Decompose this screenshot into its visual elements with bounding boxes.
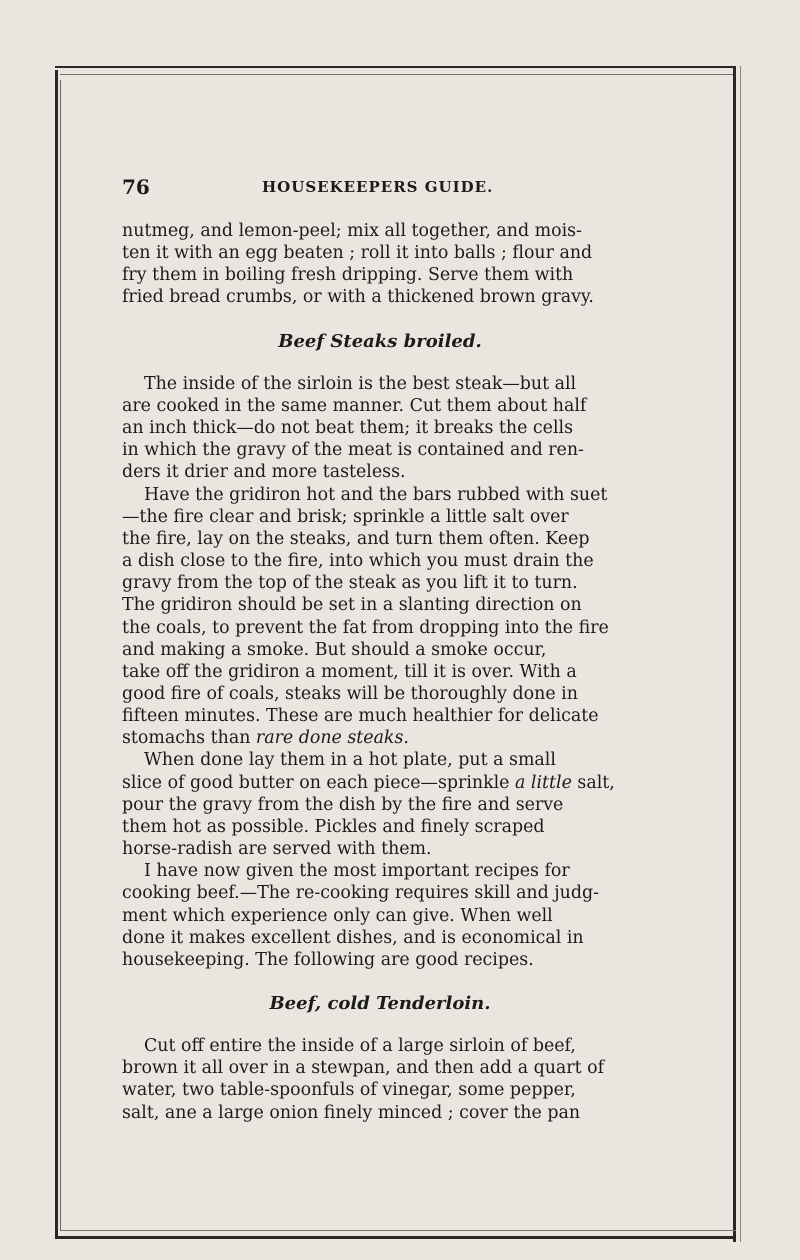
text-line: fifteen minutes. These are much healthier for delicate bbox=[122, 706, 599, 727]
text-line: gravy from the top of the steak as you lift it to turn. bbox=[122, 573, 578, 594]
text-line: The inside of the sirloin is the best steak—but all bbox=[144, 373, 577, 394]
italic-text: rare done steaks. bbox=[255, 728, 409, 749]
page-border-top bbox=[55, 66, 736, 68]
text-line: nutmeg, and lemon-peel; mix all together, and mois- bbox=[122, 221, 582, 241]
text-line: Have the gridiron hot and the bars rubbed with suet bbox=[144, 484, 608, 505]
paragraph-6 bbox=[122, 1035, 638, 1124]
paragraph-2 bbox=[122, 373, 638, 484]
text-line: horse-radish are served with them. bbox=[122, 839, 432, 860]
text-line: ders it drier and more tasteless. bbox=[122, 462, 406, 483]
text-fragment: slice of good butter on each piece—sprinkle bbox=[122, 772, 516, 793]
text-line bbox=[122, 772, 638, 794]
text-line: housekeeping. The following are good recipes. bbox=[122, 949, 534, 970]
page-border-right-inner bbox=[740, 66, 741, 1242]
page-border-top-inner bbox=[60, 74, 736, 75]
section-heading-cold-tenderloin: Beef, cold Tenderloin. bbox=[269, 993, 491, 1014]
text-fragment: stomachs than bbox=[122, 728, 256, 749]
text-line: done it makes excellent dishes, and is economical in bbox=[122, 927, 584, 948]
text-line: I have now given the most important recipes for bbox=[144, 861, 570, 882]
text-line: the coals, to prevent the fat from dropping into the fire bbox=[122, 617, 609, 638]
text-line: cooking beef.—The re-cooking requires skill and judg- bbox=[122, 883, 600, 904]
italic-text: a little bbox=[515, 772, 572, 793]
page-border-bottom-inner bbox=[60, 1230, 736, 1231]
text-line: and making a smoke. But should a smoke occur, bbox=[122, 639, 547, 660]
text-line: brown it all over in a stewpan, and then add a quart of bbox=[122, 1058, 605, 1079]
text-line: are cooked in the same manner. Cut them about half bbox=[122, 395, 587, 416]
text-line: When done lay them in a hot plate, put a small bbox=[144, 750, 556, 771]
section-heading-beef-steaks: Beef Steaks broiled. bbox=[278, 330, 482, 352]
paragraph-5 bbox=[122, 860, 638, 971]
text-line: salt, ane a large onion finely minced ; cover the pan bbox=[122, 1102, 581, 1123]
text-line: take off the gridiron a moment, till it is over. With a bbox=[122, 661, 577, 682]
text-line: fry them in boiling fresh dripping. Serve them with bbox=[122, 265, 574, 286]
text-line: fried bread crumbs, or with a thickened brown gravy. bbox=[122, 287, 594, 308]
text-line: an inch thick—do not beat them; it breaks the cells bbox=[122, 418, 573, 439]
text-line: pour the gravy from the dish by the fire and serve bbox=[122, 794, 564, 815]
paragraph-1 bbox=[122, 220, 638, 309]
page-number: 76 bbox=[122, 175, 150, 199]
paragraph-3 bbox=[122, 484, 638, 750]
text-line: Cut off entire the inside of a large sirloin of beef, bbox=[144, 1036, 576, 1057]
running-head bbox=[122, 175, 652, 199]
text-line: in which the gravy of the meat is contained and ren- bbox=[122, 440, 584, 461]
text-line bbox=[122, 727, 638, 749]
page-border-right bbox=[733, 66, 736, 1242]
text-line: the fire, lay on the steaks, and turn them often. Keep bbox=[122, 528, 590, 549]
page-border-bottom bbox=[55, 1236, 736, 1239]
text-line: them hot as possible. Pickles and finely scraped bbox=[122, 816, 545, 837]
text-line: The gridiron should be set in a slanting direction on bbox=[122, 595, 582, 616]
page-body bbox=[122, 220, 638, 1124]
text-line: good fire of coals, steaks will be thoroughly done in bbox=[122, 683, 578, 704]
text-line: ment which experience only can give. When well bbox=[122, 905, 553, 926]
text-line: ten it with an egg beaten ; roll it into balls ; flour and bbox=[122, 243, 593, 264]
page-border-left bbox=[55, 70, 58, 1238]
text-line: a dish close to the fire, into which you must drain the bbox=[122, 551, 594, 572]
text-fragment: salt, bbox=[571, 772, 615, 793]
paragraph-4 bbox=[122, 749, 638, 860]
page-border-left-inner bbox=[60, 80, 61, 1230]
text-line: —the fire clear and brisk; sprinkle a little salt over bbox=[122, 506, 569, 527]
text-line: water, two table-spoonfuls of vinegar, some pepper, bbox=[122, 1080, 576, 1101]
header-title: HOUSEKEEPERS GUIDE. bbox=[262, 178, 494, 196]
